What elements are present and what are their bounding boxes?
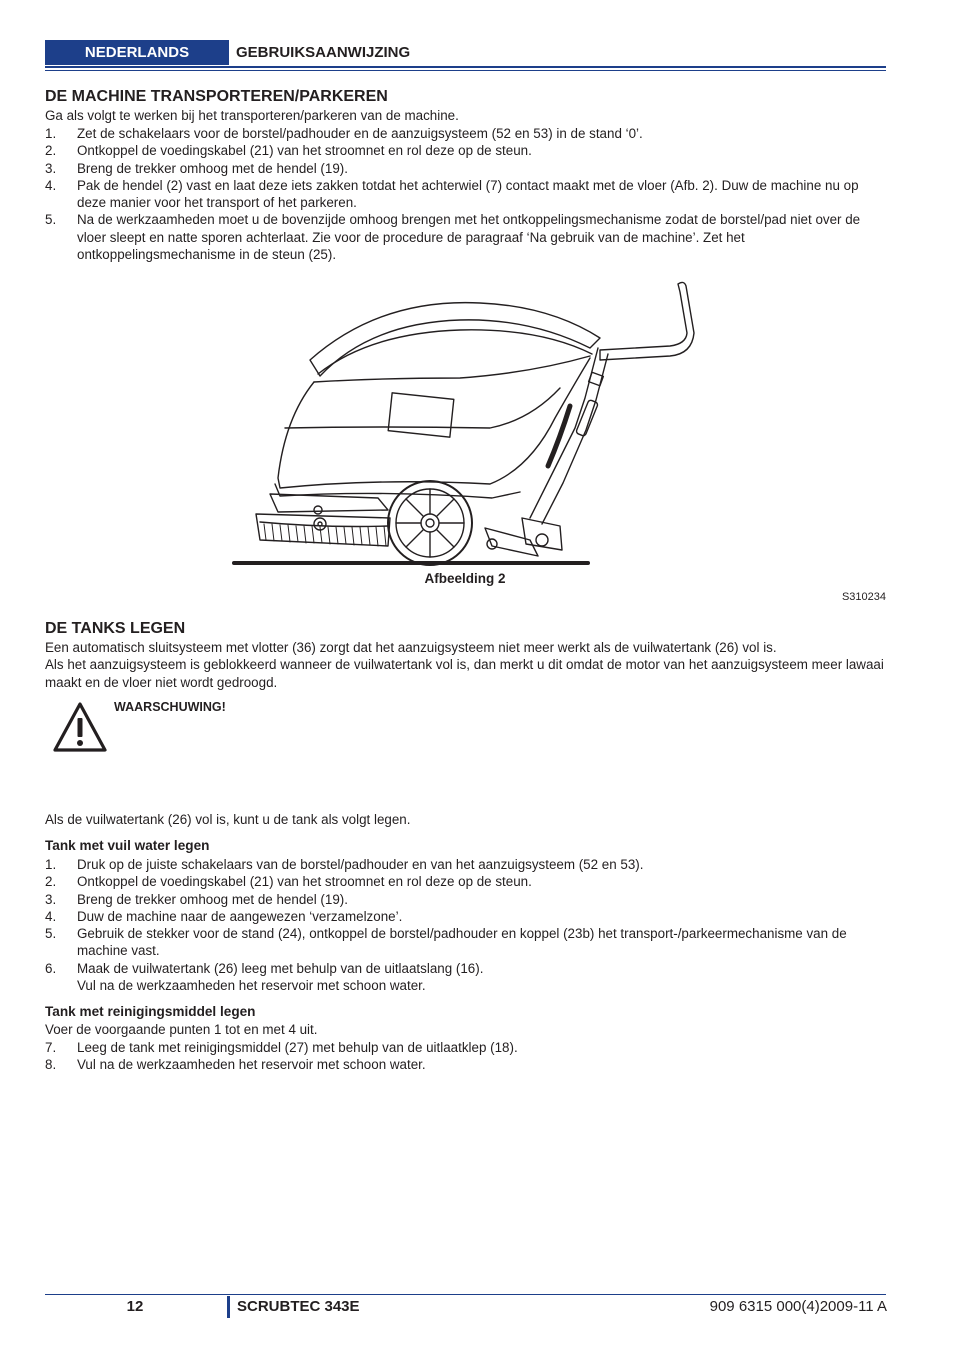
list-item (45, 891, 890, 908)
language-tab: NEDERLANDS (45, 40, 229, 65)
figure-code: S310234 (841, 591, 886, 603)
step-number: 4. (45, 908, 57, 924)
subheading-dirty-water: Tank met vuil water legen (45, 838, 210, 853)
step-text: Vul na de werkzaamheden het reservoir met schoon water. (77, 978, 426, 994)
step-text: Ontkoppel de voedingskabel (21) van het stroomnet en rol deze op de steun. (77, 143, 532, 159)
transport-steps (45, 125, 890, 263)
dirty-water-steps (45, 856, 890, 994)
figure-caption: Afbeelding 2 (424, 571, 506, 586)
list-item (45, 160, 890, 177)
subheading-detergent: Tank met reinigingsmiddel legen (45, 1004, 256, 1019)
section-paragraph: Voer de voorgaande punten 1 tot en met 4 uit. (45, 1022, 318, 1037)
step-text: Breng de trekker omhoog met de hendel (19). (77, 891, 348, 907)
document-number: 909 6315 000(4)2009-11 A (709, 1298, 887, 1315)
step-text: Ontkoppel de voedingskabel (21) van het stroomnet en rol deze op de steun. (77, 874, 532, 890)
list-item (45, 177, 890, 212)
step-number: 1. (45, 126, 57, 141)
warning-triangle-icon (52, 701, 108, 753)
list-item (45, 1056, 890, 1073)
detergent-steps (45, 1039, 890, 1074)
list-item (45, 142, 890, 159)
step-number: 5. (45, 212, 57, 228)
list-item (45, 960, 890, 977)
manual-title: GEBRUIKSAANWIJZING (236, 44, 411, 61)
list-item (45, 925, 890, 960)
step-number: 8. (45, 1057, 57, 1073)
model-name: SCRUBTEC 343E (237, 1298, 360, 1315)
step-number: 3. (45, 891, 57, 907)
step-text: Pak de hendel (2) vast en laat deze iets zakken totdat het achterwiel (7) contact maakt met de vloer (Afb. 2). Duw de machine nu op deze manier voor het transport of het parkeren. (77, 177, 859, 211)
step-number: 1. (45, 857, 57, 872)
header-rule (45, 66, 886, 68)
step-text: Breng de trekker omhoog met de hendel (19). (77, 160, 348, 176)
footer-rule (45, 1294, 886, 1295)
list-item (45, 908, 890, 925)
list-item (45, 211, 890, 263)
step-text: Leeg de tank met reinigingsmiddel (27) met behulp van de uitlaatklep (18). (77, 1040, 518, 1055)
step-text: Na de werkzaamheden moet u de bovenzijde omhoog brengen met het ontkoppelingsmechanisme zodat de borstel/pad niet over de vloer sleept en natte sporen achterlaat. Zie voor de procedure de paragraaf ‘Na gebruik van de machine’. Zet het ontkoppelingsmechanisme in de steun (25). (77, 212, 861, 263)
step-number: 3. (45, 160, 57, 176)
header-rule-thin (45, 70, 886, 71)
list-item (45, 856, 890, 873)
step-number: 2. (45, 874, 57, 890)
list-item (45, 977, 890, 994)
section-heading-tanks: DE TANKS LEGEN (45, 620, 186, 637)
step-number: 7. (45, 1040, 57, 1055)
step-text: Maak de vuilwatertank (26) leeg met behulp van de uitlaatslang (16). (77, 960, 484, 976)
section-paragraph: Als het aanzuigsysteem is geblokkeerd wanneer de vuilwatertank vol is, dan merkt u dit omdat de motor van het aanzuigsysteem meer lawaai maakt en de vloer niet wordt gedroogd. (45, 657, 884, 690)
list-item (45, 125, 890, 142)
step-text: Druk op de juiste schakelaars van de borstel/padhouder en van het aanzuigsysteem (52 en 53). (77, 857, 644, 872)
step-number: 2. (45, 143, 57, 159)
scrubber-machine-illustration (230, 278, 710, 568)
step-text: Duw de machine naar de aangewezen ‘verzamelzone’. (77, 908, 403, 924)
list-item (45, 873, 890, 890)
step-number: 4. (45, 177, 57, 193)
section-paragraph: Een automatisch sluitsysteem met vlotter (36) zorgt dat het aanzuigsysteem niet meer werkt als de vuilwatertank (26) vol is. (45, 640, 777, 655)
step-number: 5. (45, 926, 57, 942)
warning-label: WAARSCHUWING! (114, 700, 226, 714)
section-heading-transport: DE MACHINE TRANSPORTEREN/PARKEREN (45, 88, 388, 105)
step-text: Vul na de werkzaamheden het reservoir met schoon water. (77, 1057, 426, 1073)
step-number: 6. (45, 960, 57, 976)
list-item (45, 1039, 890, 1056)
section-paragraph: Als de vuilwatertank (26) vol is, kunt u de tank als volgt legen. (45, 812, 411, 827)
step-text: Gebruik de stekker voor de stand (24), ontkoppel de borstel/padhouder en koppel (23b) het transport-/parkeermechanisme van de machine vast. (77, 926, 847, 959)
footer-separator (227, 1296, 230, 1318)
section-intro: Ga als volgt te werken bij het transporteren/parkeren van de machine. (45, 108, 459, 123)
page-number: 12 (126, 1298, 144, 1315)
step-text: Zet de schakelaars voor de borstel/padhouder en de aanzuigsysteem (52 en 53) in de stand ‘0’. (77, 126, 643, 141)
